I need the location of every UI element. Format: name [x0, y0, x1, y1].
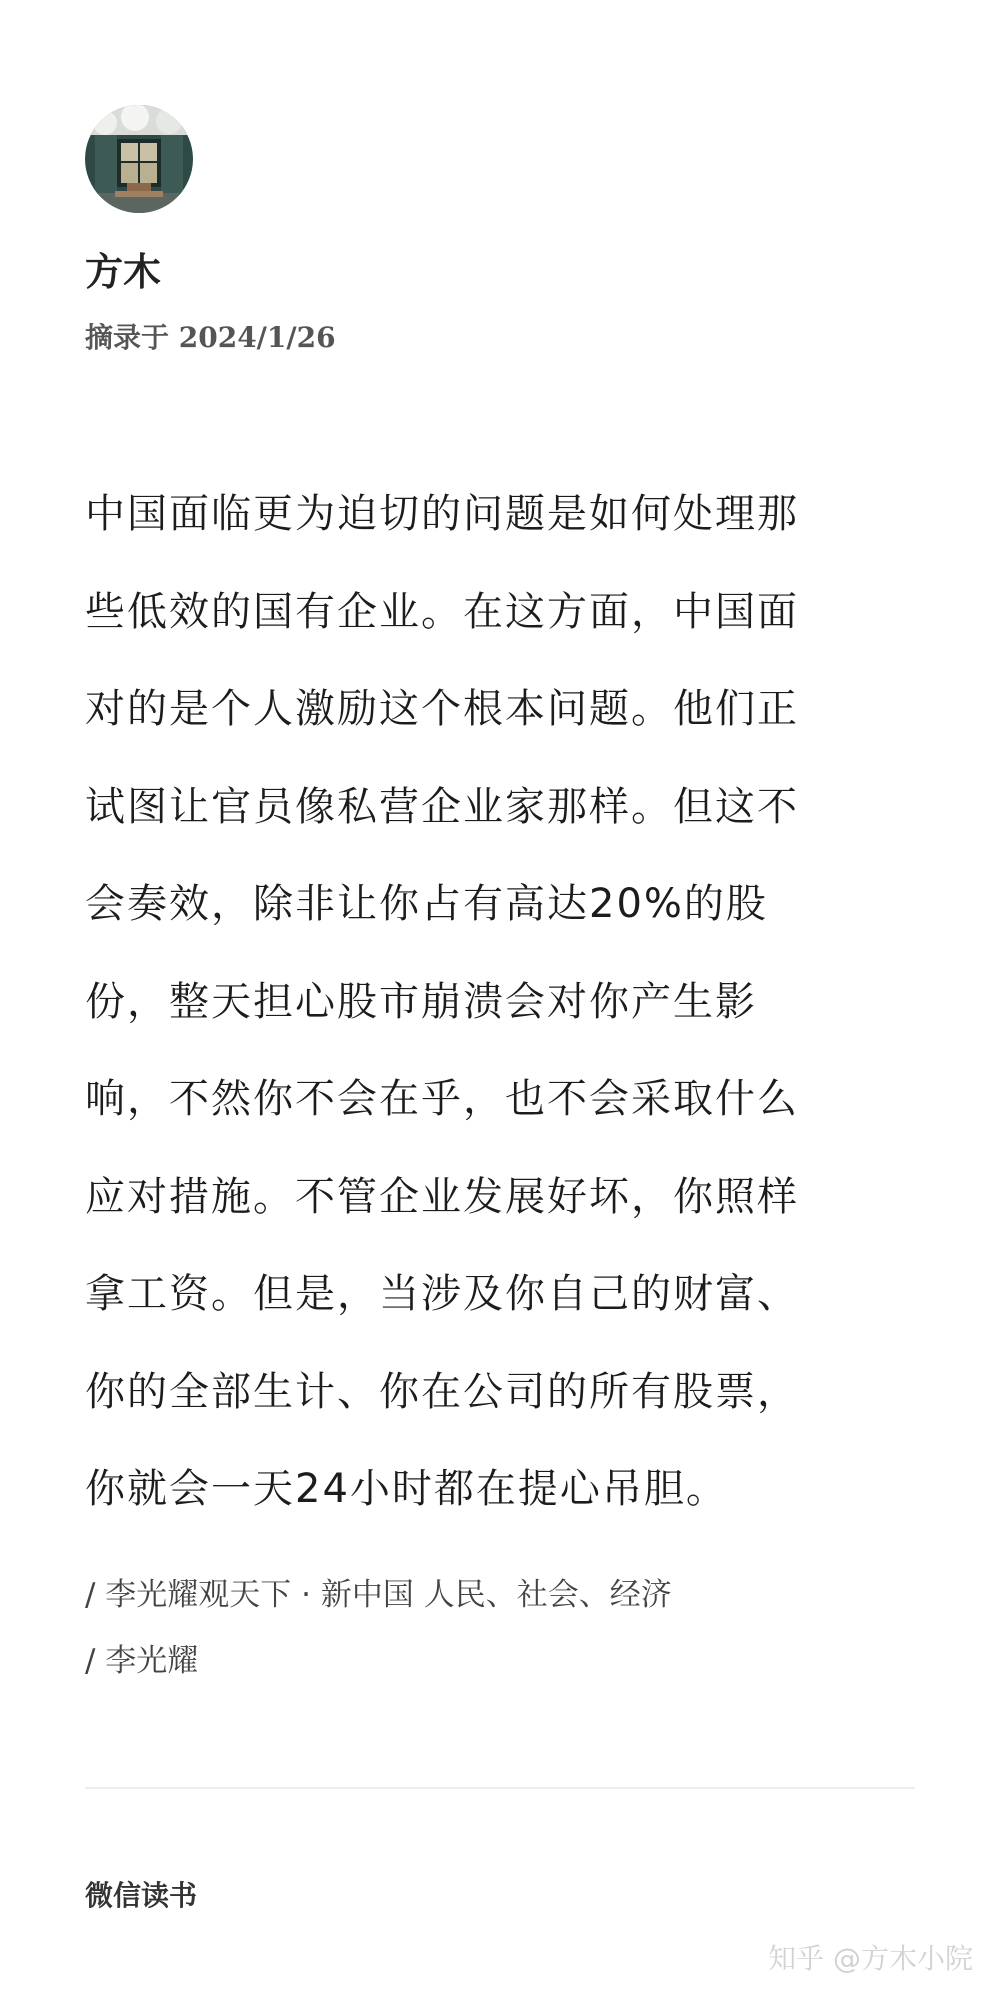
- quote-line: 些低效的国有企业。在这方面，中国面: [85, 588, 799, 635]
- quote-line: 应对措施。不管企业发展好坏，你照样: [85, 1173, 799, 1220]
- quote-text: [85, 466, 915, 1539]
- avatar-image-icon: [85, 105, 193, 213]
- quote-line: 份，整天担心股市崩溃会对你产生影: [85, 978, 757, 1025]
- author-name[interactable]: 方木: [85, 249, 162, 294]
- quote-line: 你就会一天24小时都在提心吊胆。: [85, 1466, 728, 1512]
- book-author-link[interactable]: / 李光耀: [85, 1643, 199, 1679]
- app-name: 微信读书: [85, 1879, 198, 1912]
- watermark: 知乎 @方木小院: [768, 1942, 973, 1975]
- quote-line: 对的是个人激励这个根本问题。他们正: [85, 686, 799, 732]
- quote-line: 会奏效，除非让你占有高达20%的股: [85, 881, 768, 927]
- quote-line: 你的全部生计、你在公司的所有股票，: [85, 1368, 799, 1415]
- quote-line: 中国面临更为迫切的问题是如何处理那: [85, 491, 799, 537]
- divider: [85, 1787, 915, 1789]
- quote-line: 拿工资。但是，当涉及你自己的财富、: [85, 1271, 799, 1317]
- excerpt-date: 摘录于 2024/1/26: [85, 321, 336, 354]
- quote-line: 试图让官员像私营企业家那样。但这不: [85, 783, 799, 830]
- author-avatar[interactable]: [85, 105, 193, 213]
- quote-line: 响，不然你不会在乎，也不会采取什么: [85, 1076, 799, 1122]
- book-source-link[interactable]: / 李光耀观天下 · 新中国 人民、社会、经济: [85, 1577, 672, 1613]
- source-info: [85, 1562, 915, 1694]
